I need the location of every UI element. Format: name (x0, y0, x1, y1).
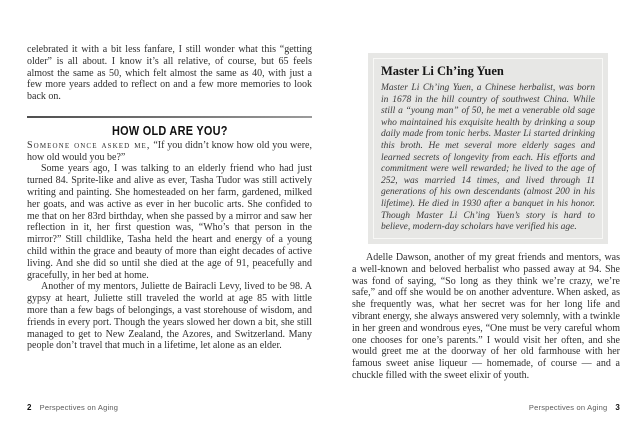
sidebar-title: Master Li Ch’ing Yuen (381, 64, 504, 78)
section-heading (27, 122, 312, 138)
section-divider-rule (27, 116, 312, 118)
lead-smallcaps: Someone once asked me, (27, 139, 151, 151)
left-page-column (27, 44, 312, 352)
body-paragraph: Some years ago, I was talking to an elderly friend who had just turned 84. Sprite-like and alive as ever, Tasha Tudor was still actively writing and painting. She homesteaded on her farm, gardened, milked her goats, and was active as ever in her bucolic arts. She confided to me that on her 83rd birthday, when she passed by a mirror and saw her reflection in it, her first question was, “Who’s that person in the mirror?” Still childlike, Tasha held the heart and energy of a young child within the grace and beauty of more than eight decades of active living. And she did so until she died at the age of 91, peacefully and gracefully, in her bed at home. (27, 163, 312, 281)
footer-left (27, 403, 118, 412)
body-paragraph: Another of my mentors, Juliette de Bairacli Levy, lived to be 98. A gypsy at heart, Juliette still traveled the world at age 85 with little more than a few bags of belongings, a vast storehouse of wisdom, and friends in every port. Though the years slowed her down a bit, she still managed to get to New Zealand, the Azores, and Switzerland. Many people don’t travel that much in a lifetime, let alone as an elder. (27, 281, 312, 352)
sidebar-box (368, 53, 608, 244)
right-page-column (352, 252, 620, 382)
lead-rest: “If you didn’t know how old you were, how old would you be?” (27, 139, 312, 163)
intro-paragraph: celebrated it with a bit less fanfare, I still wonder what this “getting older” is all about. I know it’s all relative, of course, but 65 feels almost the same as 50, which felt almost the same as 40, with just a few more years added to reflect on and a few more memories to look back on. (27, 44, 312, 103)
running-title-left: Perspectives on Aging (39, 403, 119, 412)
page-number-right: 3 (615, 403, 620, 412)
body-paragraph: Adelle Dawson, another of my great friends and mentors, was a well-known and beloved herbalist who passed away at 94. She was fond of saying, “So long as they think we’re crazy, we’re safe,” and off she would be on another adventure. When asked, as she frequently was, what her secret was for her long life and vibrant energy, she always answered very solemnly, with a twinkle in her green and wondrous eyes, “One must be very careful whom one chooses for one’s parents.” I would visit her often, and she would greet me at the doorway of her old farmhouse with her famous sweet anise liqueur — homemade, of course — and a chuckle filled with the sweet elixir of youth. (352, 252, 620, 381)
page-number-left: 2 (27, 403, 32, 412)
footer-right (529, 403, 620, 412)
running-title-right: Perspectives on Aging (528, 403, 608, 412)
sidebar-body: Master Li Ch’ing Yuen, a Chinese herbalist, was born in 1678 in the hill country of southwest China. While still a “young man” of 50, he met a venerable old sage who maintained his exquisite health by drinking a soup daily made from tonic herbs. Master Li started drinking this broth. He met several more elderly sages and learned secrets of longevity from each. His efforts and commitment were well rewarded; he lived to the age of 252, was married 14 times, and lived through 11 generations of his own descendants (almost 200 in his lifetime). He died in 1930 after a banquet in his honor. Though Master Li Ch’ing Yuen’s story is hard to believe, modern-day scholars have verified his age. (381, 83, 595, 233)
lead-paragraph (27, 140, 312, 164)
section-heading-text: HOW OLD ARE YOU? (111, 122, 228, 138)
